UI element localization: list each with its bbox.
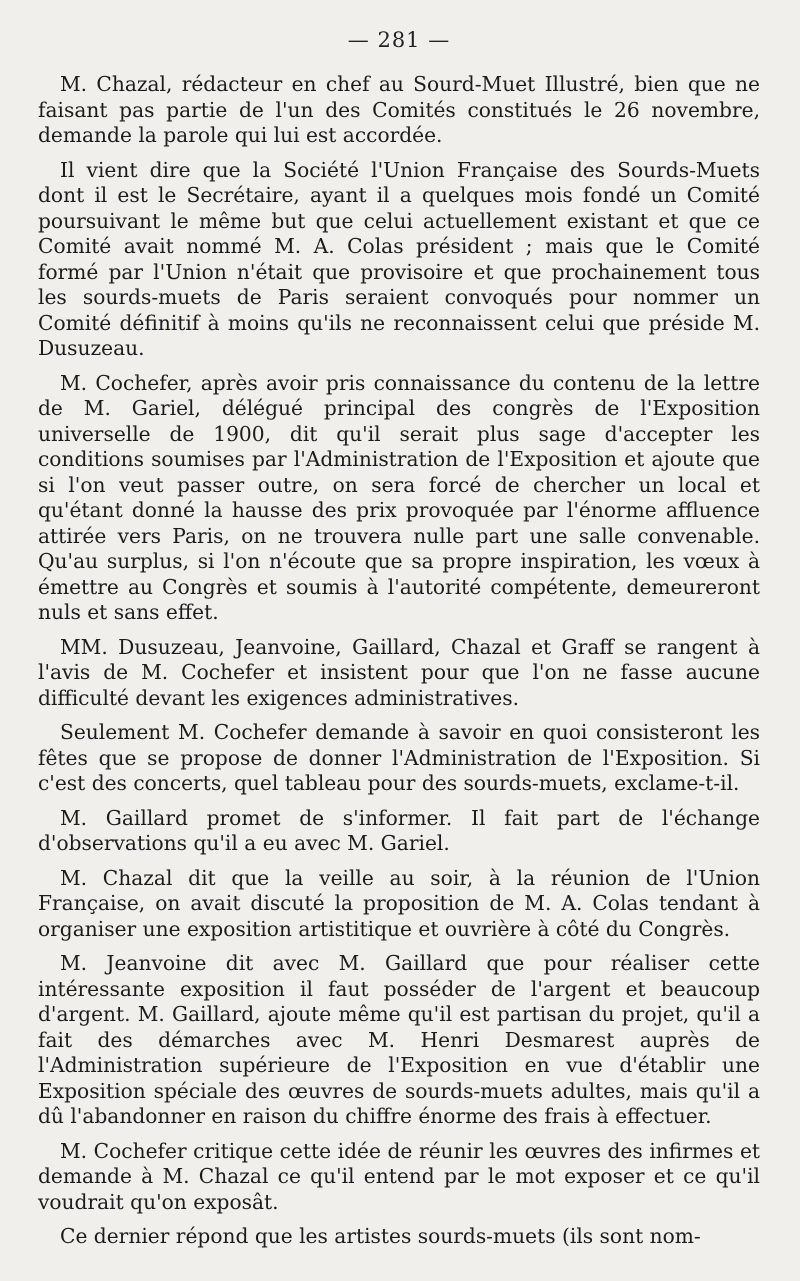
paragraph-p2	[38, 158, 760, 362]
text-segment: dont il est le Secrétaire, ayant il a quelques mois fondé un Comité poursuivant le même but que celui actuellement existant et que ce Comité avait nommé M. A. Colas président ; mais que le Comité formé par l'	[38, 183, 760, 284]
text-segment: M. Cochefer, après avoir pris connaissance du contenu de la lettre de M. Gariel, délégué principal des congrès de l'Exposition universelle de 1900, dit qu'il serait plus sage d'accepter les conditions soumises par l'Administration de l'Exposition et ajoute que si l'on veut passer outre, on sera forcé de chercher un local et qu'étant donné la hausse des prix provoquée par l'énorme affluence attirée vers Paris, on ne trouvera nulle part une salle convenable. Qu'au surplus, si l'on n'écoute que sa propre inspiration, les vœux à émettre au Congrès et soumis à l'autorité compétente, demeureront nuls et sans effet.	[38, 370, 760, 624]
paragraph-p7	[38, 866, 760, 943]
paragraph-p6	[38, 806, 760, 857]
italic-text: Union	[165, 259, 227, 284]
italic-text: Sourd-Muet Illustré,	[413, 72, 625, 96]
text-segment: M. Chazal dit que la veille au soir, à la réunion de l'	[60, 865, 699, 890]
page-number: — 281 —	[347, 28, 451, 52]
text-segment: Ce dernier répond que les artistes sourds-muets (ils sont nom-	[60, 1224, 701, 1248]
text-segment: n'était que provisoire et que prochainement tous les sourds-muets de Paris seraient convoqués pour nommer un Comité définitif à moins qu'ils ne reconnaissent celui que préside M. Dusuzeau.	[38, 259, 760, 360]
paragraph-p5	[38, 720, 760, 797]
italic-text: exposer	[564, 1164, 645, 1188]
paragraph-p4	[38, 635, 760, 712]
text-segment: M. Jeanvoine dit avec M. Gaillard que pour réaliser cette intéressante exposition il faut posséder de l'argent et beaucoup d'argent. M. Gaillard, ajoute même qu'il est partisan du projet, qu'il a fait des démarches avec M. Henri Desmarest auprès de l'Administration supérieure de l'Exposition en vue d'établir une Exposition spéciale des œuvres de sourds-muets adultes, mais qu'il a dû l'abandonner en raison du chiffre énorme des frais à effectuer.	[38, 951, 760, 1128]
text-segment: Seulement M. Cochefer demande à savoir en quoi consisteront les fêtes que se propose de donner l'Administration de l'Exposition. Si c'est des concerts, quel tableau pour des sourds-muets, exclame-t-il.	[38, 720, 760, 795]
paragraph-p9	[38, 1139, 760, 1216]
text-segment: M. Cochefer critique cette idée de réunir les œuvres des infirmes et demande à M. Chazal ce qu'il entend par le mot	[38, 1138, 760, 1188]
text-segment: bien que ne faisant pas partie de l'un des Comités constitués le 26 novembre, demande la parole qui lui est accordée.	[38, 72, 761, 147]
text-segment: MM. Dusuzeau, Jeanvoine, Gaillard, Chazal et Graff se rangent à l'avis de M. Cochefer et insistent pour que l'on ne fasse aucune difficulté devant les exigences administratives.	[38, 634, 760, 710]
text-segment: on avait discuté la proposition de M. A. Colas tendant à organiser une exposition artistitique et ouvrière à côté du Congrès.	[38, 891, 760, 941]
text-segment: et ce qu'il voudrait qu'on exposât.	[38, 1164, 760, 1214]
paragraph-p3	[38, 371, 760, 626]
body-text	[38, 72, 760, 1250]
text-segment: Il vient dire que la Société l'	[60, 157, 384, 182]
italic-text: Union Française des Sourds-Muets	[383, 157, 760, 182]
italic-text: Union Française,	[38, 865, 760, 915]
text-segment: M. Gaillard promet de s'informer. Il fait part de l'échange d'observations qu'il a eu avec M. Gariel.	[38, 805, 760, 855]
text-segment: M. Chazal, rédacteur en chef au	[60, 72, 414, 96]
paragraph-p1	[38, 72, 760, 149]
paragraph-p10	[38, 1224, 760, 1250]
paragraph-p8	[38, 951, 760, 1130]
